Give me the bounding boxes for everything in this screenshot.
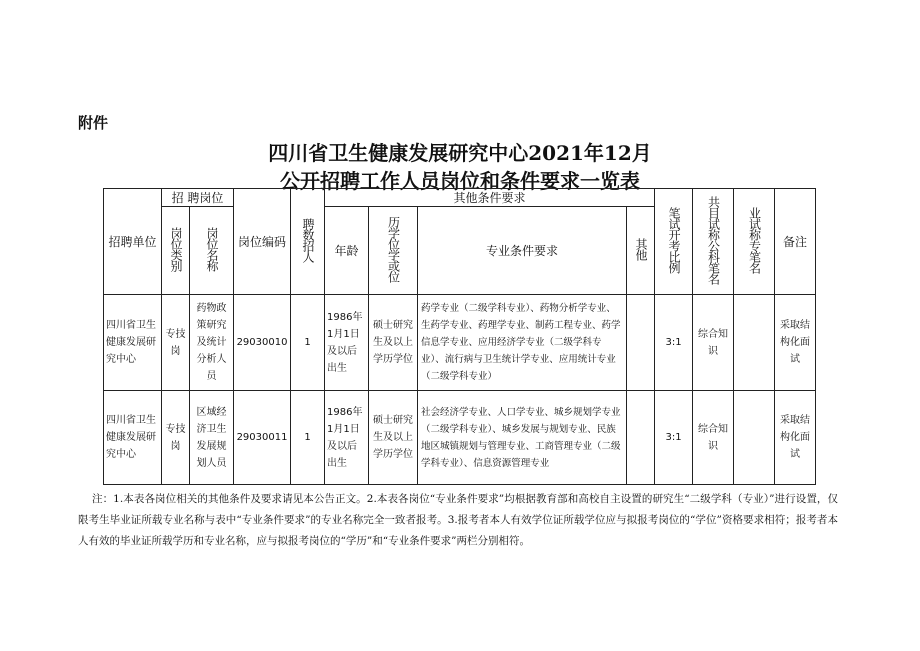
cell-professional-subject: [734, 391, 775, 485]
footnote: 注：1.本表各岗位相关的其他条件及要求请见本公告正文。2.本表各岗位“专业条件要求”均根据教育部和高校自主设置的研究生“二级学科（专业）”进行设置，仅限考生毕业证所载专业名称与表中“专业条件要求”的专业名称完全一致者报考。3.报考者本人有效学位证所载学位应与拟报考岗位的“学位”资格要求相符；报考者本人有效的毕业证所载学历和专业名称，应与拟报考岗位的“学历”和“专业条件要求”两栏分别相符。: [78, 493, 838, 547]
header-post-name: 岗位名称: [190, 207, 234, 295]
header-remarks: 备注: [775, 189, 816, 295]
attachment-label: 附件: [78, 114, 109, 132]
header-professional-subject: 业试称专笔名: [734, 189, 775, 295]
header-other-conditions: 其他条件要求: [325, 189, 655, 207]
cell-education: 硕士研究生及以上学历学位: [369, 391, 418, 485]
cell-ratio: 3:1: [655, 391, 693, 485]
header-education: 历学位学或位: [369, 207, 418, 295]
table-row: [104, 391, 816, 485]
cell-count: 1: [291, 391, 325, 485]
cell-age: 1986年1月1日及以后出生: [325, 295, 369, 391]
header-public-subject: 共目试称公科笔名: [693, 189, 734, 295]
cell-other: [627, 391, 655, 485]
cell-post-code: 29030011: [234, 391, 291, 485]
cell-public-subject: 综合知识: [693, 391, 734, 485]
cell-public-subject: 综合知识: [693, 295, 734, 391]
cell-count: 1: [291, 295, 325, 391]
document-title-line2: 公开招聘工作人员岗位和条件要求一览表: [280, 169, 640, 193]
cell-category: 专技岗: [162, 391, 190, 485]
cell-major: 社会经济学专业、人口学专业、城乡规划学专业（二级学科专业）、城乡发展与规划专业、民族地区城镇规划与管理专业、工商管理专业（二级学科专业）、信息资源管理专业: [418, 391, 627, 485]
header-post-code: 岗位编码: [234, 189, 291, 295]
cell-remarks: 采取结构化面试: [775, 295, 816, 391]
header-ratio: 笔试开考比例: [655, 189, 693, 295]
cell-post-name: 区域经济卫生发展规划人员: [190, 391, 234, 485]
cell-major: 药学专业（二级学科专业）、药物分析学专业、生药学专业、药理学专业、制药工程专业、药学信息学专业、应用经济学专业（二级学科专业）、流行病与卫生统计学专业、应用统计专业（二级学科专业）: [418, 295, 627, 391]
cell-unit: 四川省卫生健康发展研究中心: [104, 391, 162, 485]
cell-education: 硕士研究生及以上学历学位: [369, 295, 418, 391]
cell-ratio: 3:1: [655, 295, 693, 391]
header-post-group: 招 聘岗位: [162, 189, 234, 207]
cell-professional-subject: [734, 295, 775, 391]
document-title-line1: 四川省卫生健康发展研究中心2021年12月: [268, 141, 652, 165]
cell-unit: 四川省卫生健康发展研究中心: [104, 295, 162, 391]
header-count: 聘数招人: [291, 189, 325, 295]
cell-other: [627, 295, 655, 391]
table-row: [104, 295, 816, 391]
header-major: 专业条件要求: [418, 207, 627, 295]
header-other: 其他: [627, 207, 655, 295]
header-post-category: 岗位类别: [162, 207, 190, 295]
cell-post-code: 29030010: [234, 295, 291, 391]
recruitment-table: [103, 188, 816, 485]
header-unit: 招聘单位: [104, 189, 162, 295]
cell-post-name: 药物政策研究及统计分析人员: [190, 295, 234, 391]
cell-remarks: 采取结构化面试: [775, 391, 816, 485]
header-age: 年龄: [325, 207, 369, 295]
cell-age: 1986年1月1日及以后出生: [325, 391, 369, 485]
cell-category: 专技岗: [162, 295, 190, 391]
